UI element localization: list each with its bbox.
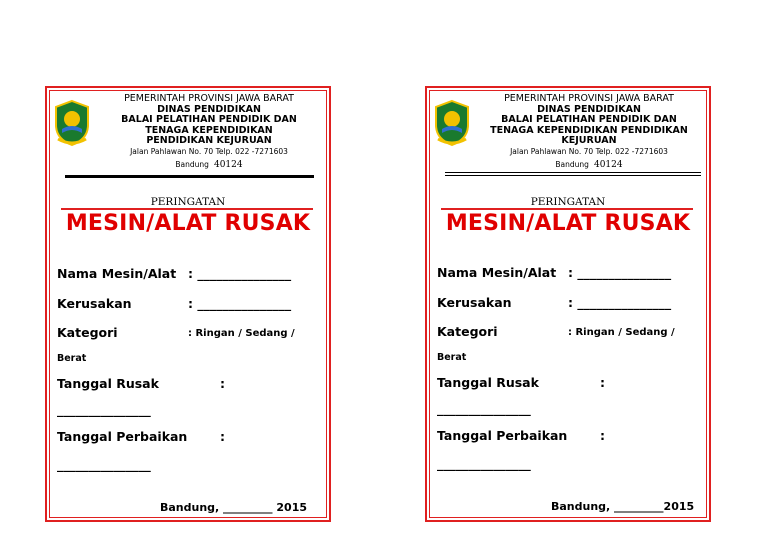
postal-code: 40124 [593, 160, 623, 170]
city: Bandung [555, 160, 589, 169]
damage-field: : _______________ [188, 296, 292, 311]
warning-card-right [425, 86, 711, 522]
institution-line-3: PENDIDIKAN KEJURUAN [146, 135, 272, 146]
damage-date-field: _______________ [57, 402, 151, 417]
machine-name-field: : _______________ [568, 265, 672, 280]
title-divider [441, 208, 693, 210]
warning-title: MESIN/ALAT RUSAK [445, 211, 691, 236]
damage-label: Kerusakan [57, 296, 132, 311]
address: Jalan Pahlawan No. 70 Telp. 022 -7271603 [510, 146, 668, 156]
category-options-cont: Berat [57, 353, 87, 364]
category-options: : Ringan / Sedang / [188, 328, 295, 339]
repair-date-field: _______________ [437, 456, 531, 471]
repair-date-label: Tanggal Perbaikan [57, 429, 188, 444]
warning-label: PERINGATAN [150, 196, 226, 208]
repair-date-colon: : [220, 429, 225, 444]
institution-line-2: TENAGA KEPENDIDIKAN PENDIDIKAN [490, 124, 688, 136]
west-java-emblem-icon [52, 99, 92, 147]
institution-line-3: KEJURUAN [561, 135, 617, 146]
institution-line-1: BALAI PELATIHAN PENDIDIK DAN [501, 114, 677, 125]
damage-date-field: _______________ [437, 401, 531, 416]
postal-code: 40124 [213, 160, 243, 170]
letterhead [95, 94, 323, 171]
damage-date-colon: : [600, 375, 605, 390]
department-name: DINAS PENDIDIKAN [157, 103, 261, 115]
machine-name-label: Nama Mesin/Alat [57, 266, 177, 281]
repair-date-colon: : [600, 428, 605, 443]
category-label: Kategori [57, 325, 118, 340]
repair-date-field: _______________ [57, 457, 151, 472]
damage-field: : _______________ [568, 295, 672, 310]
damage-date-label: Tanggal Rusak [57, 376, 159, 391]
department-name: DINAS PENDIDIKAN [537, 103, 641, 115]
warning-card-left [45, 86, 331, 522]
category-options-cont: Berat [437, 352, 467, 363]
government-name: PEMERINTAH PROVINSI JAWA BARAT [504, 93, 674, 104]
letterhead-divider [445, 172, 701, 176]
city: Bandung [175, 160, 209, 169]
repair-date-label: Tanggal Perbaikan [437, 428, 568, 443]
warning-title: MESIN/ALAT RUSAK [65, 211, 311, 236]
machine-name-field: : _______________ [188, 266, 292, 281]
machine-name-label: Nama Mesin/Alat [437, 265, 557, 280]
government-name: PEMERINTAH PROVINSI JAWA BARAT [124, 93, 294, 104]
warning-label: PERINGATAN [530, 196, 606, 208]
letterhead [475, 94, 703, 171]
letterhead-divider [65, 175, 314, 178]
address: Jalan Pahlawan No. 70 Telp. 022 -7271603 [130, 146, 288, 156]
damage-date-colon: : [220, 376, 225, 391]
institution-line-2: TENAGA KEPENDIDIKAN [145, 124, 273, 136]
category-options: : Ringan / Sedang / [568, 327, 675, 338]
damage-date-label: Tanggal Rusak [437, 375, 539, 390]
category-label: Kategori [437, 324, 498, 339]
damage-label: Kerusakan [437, 295, 512, 310]
title-divider [61, 208, 313, 210]
signature-date: Bandung, _________ 2015 [160, 501, 308, 514]
west-java-emblem-icon [432, 99, 472, 147]
signature-date: Bandung, _________2015 [551, 500, 695, 513]
institution-line-1: BALAI PELATIHAN PENDIDIK DAN [121, 114, 297, 125]
